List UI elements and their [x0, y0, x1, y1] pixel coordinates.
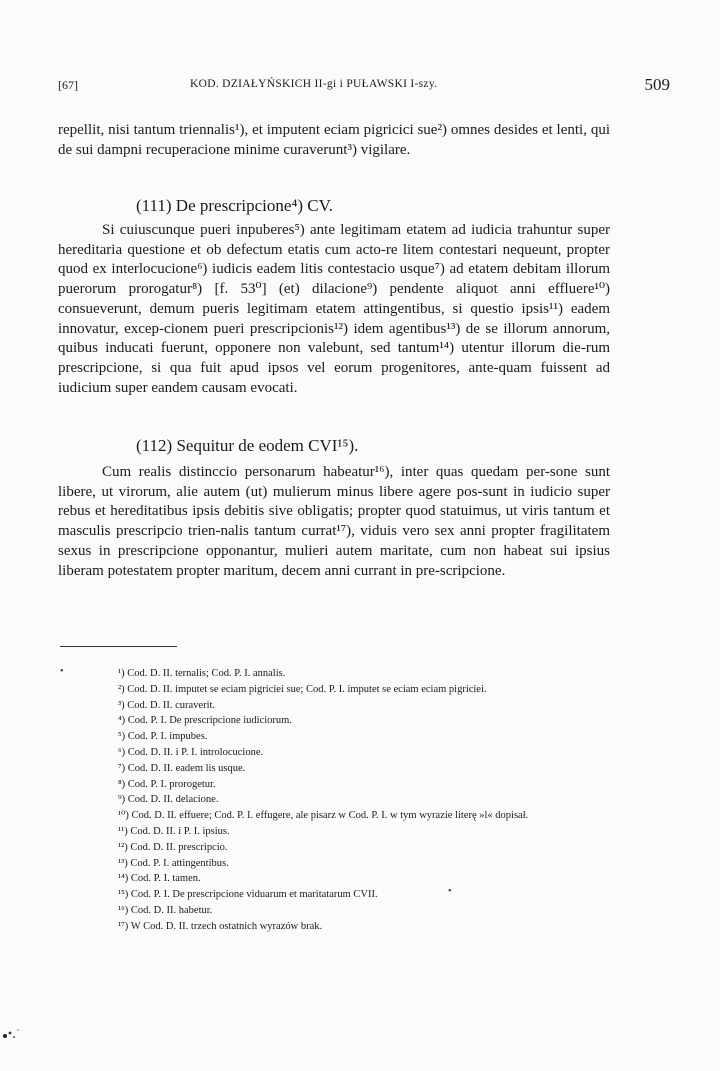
footnote: ⁶) Cod. D. II. i P. I. introlocucione.	[118, 746, 264, 758]
footnote: ³) Cod. D. II. curaverit.	[118, 699, 216, 711]
footnotes	[60, 666, 610, 935]
footnote: ¹) Cod. D. II. ternalis; Cod. P. I. annalis.	[118, 668, 286, 679]
footnote: ⁴) Cod. P. I. De prescripcione iudiciorum.	[118, 715, 292, 727]
footnote: ¹⁶) Cod. D. II. habetur.	[118, 904, 213, 916]
running-header	[58, 75, 670, 100]
footnote: ¹⁷) W Cod. D. II. trzech ostatnich wyrazów brak.	[118, 920, 323, 932]
footnote: ¹⁴) Cod. P. I. tamen.	[118, 873, 201, 885]
section-111-text: Si cuiuscunque pueri inpuberes⁵) ante legitimam etatem ad iudicia trahuntur super hereditaria questione et ob defectum etatis cum acto-re litem contestari nequeunt, propter quod ex interlocucione⁶) iudicis eadem litis contestacio usque⁷) ad etatem debitam illorum puerorum prorogatur⁸) [f. 53⁰] (et) dilacione⁹) pendente aliquot anni effluere¹⁰) consueverunt, demum pueris legitimam etatem attingentibus, si questio ipsis¹¹) eadem innovatur, excep-cionem pueri prescripcionis¹²) idem agentibus¹³) de se illorum annorum, quibus inducati fuerunt, opponere non valebunt, sed tantum¹⁴) utentur illorum die-rum prescripcione, si qua fuit apud ipsos vel eorum progenitores, ante-quam fuissent ad iudicium super eandem causam evocati.	[58, 222, 610, 396]
section-heading-112: (112) Sequitur de eodem CVI¹⁵).	[136, 436, 359, 455]
scan-specks	[0, 1018, 30, 1046]
footnote: ¹¹) Cod. D. II. i P. I. ipsius.	[118, 825, 230, 837]
footnote-separator	[60, 646, 177, 647]
speck-mark: •	[448, 886, 452, 897]
footnote: ⁵) Cod. P. I. impubes.	[118, 731, 208, 743]
footnote: ¹³) Cod. P. I. attingentibus.	[118, 857, 229, 869]
section-heading-111: (111) De prescripcione⁴) CV.	[136, 196, 333, 215]
footnote: ⁸) Cod. P. I. prorogetur.	[118, 778, 216, 790]
section-112-body	[58, 463, 610, 581]
section-111-body	[58, 221, 610, 398]
section-112-text: Cum realis distinccio personarum habeatur¹⁶), inter quas quedam per-sone sunt libere, ut virorum, alie autem (ut) mulierum minus libere agere pos-sunt in iudicio super rebus et hereditatibus ipsis debitis sive obligatis; propter quod statuimus, ut viris tantum et masculis prescripcio trien-nalis tantum currat¹⁷), viduis vero sex anni propter fragilitatem sexus in prescripcione opponantur, mulieri autem maritate, cum non habeat sui ipsius liberam potestatem propter maritum, decem anni currant in pre-scripcione.	[58, 464, 610, 579]
footnote: ¹⁰) Cod. D. II. effuere; Cod. P. I. effugere, ale pisarz w Cod. P. I. w tym wyrazie literę »l« dopisał.	[118, 810, 529, 822]
footnote: ¹⁵) Cod. P. I. De prescripcione viduarum et maritatarum CVII.	[118, 889, 378, 901]
footnote: ²) Cod. D. II. imputet se eciam pigriciei sue; Cod. P. I. imputet se eciam eciam pigriciei.	[118, 683, 487, 695]
paragraph-continuation	[58, 121, 610, 160]
page-number: 509	[644, 75, 670, 94]
bullet-mark: •	[60, 666, 64, 677]
running-title: KOD. DZIAŁYŃSKICH II-gi i PUŁAWSKI I-szy.	[190, 78, 438, 90]
paragraph-text: repellit, nisi tantum triennalis¹), et imputent eciam pigricici sue²) omnes desides et lenti, qui de sui dampni recuperacione minime curaverunt³) vigilare.	[58, 122, 610, 158]
footnote: ⁷) Cod. D. II. eadem lis usque.	[118, 762, 246, 774]
footnote: ⁹) Cod. D. II. delacione.	[118, 794, 219, 806]
folio-reference: [67]	[58, 78, 78, 92]
footnote: ¹²) Cod. D. II. prescripcio.	[118, 841, 228, 853]
